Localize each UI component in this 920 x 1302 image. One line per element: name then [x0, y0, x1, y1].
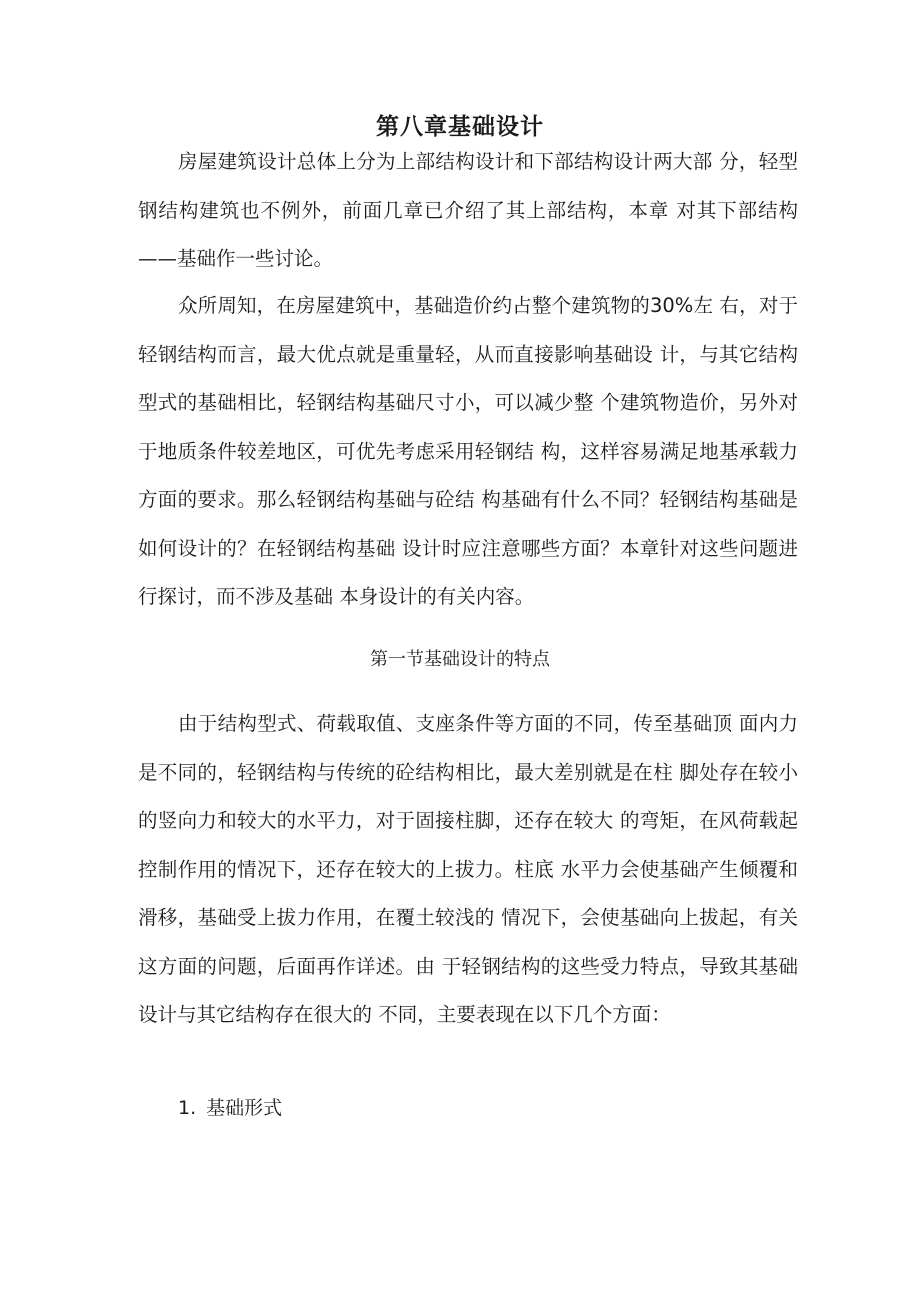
list-item — [178, 1084, 282, 1132]
intro-paragraph-2: 众所周知，在房屋建筑中，基础造价约占整个建筑物的30%左 右，对于轻钢结构而言，最大优点就是重量轻，从而直接影响基础设 计，与其它结构型式的基础相比，轻钢结构基础尺寸小，可以减少整 个建筑物造价，另外对于地质条件较差地区，可优先考虑采用轻钢结 构，这样容易满足地基承载力方面的要求。那么轻钢结构基础与砼结 构基础有什么不同？轻钢结构基础是如何设计的？在轻钢结构基础 设计时应注意哪些方面？本章针对这些问题进行探讨，而不涉及基础 本身设计的有关内容。 — [138, 294, 798, 608]
intro-paragraph-1: 房屋建筑设计总体上分为上部结构设计和下部结构设计两大部 分，轻型钢结构建筑也不例外，前面几章已介绍了其上部结构，本章 对其下部结构——基础作一些讨论。 — [138, 150, 798, 270]
section-paragraph: 由于结构型式、荷载取值、支座条件等方面的不同，传至基础顶 面内力是不同的，轻钢结构与传统的砼结构相比，最大差别就是在柱 脚处存在较小的竖向力和较大的水平力，对于固接柱脚，还存在较大 的弯矩，在风荷载起控制作用的情况下，还存在较大的上拔力。柱底 水平力会使基础产生倾覆和滑移，基础受上拔力作用，在覆土较浅的 情况下，会使基础向上拔起，有关这方面的问题，后面再作详述。由 于轻钢结构的这些受力特点，导致其基础设计与其它结构存在很大的 不同，主要表现在以下几个方面： — [138, 712, 798, 1026]
chapter-title: 第八章基础设计 — [376, 114, 544, 141]
section-heading: 第一节基础设计的特点 — [370, 649, 550, 670]
list-item-label: 基础形式 — [206, 1097, 283, 1119]
list-item-number: 1. — [178, 1097, 197, 1119]
